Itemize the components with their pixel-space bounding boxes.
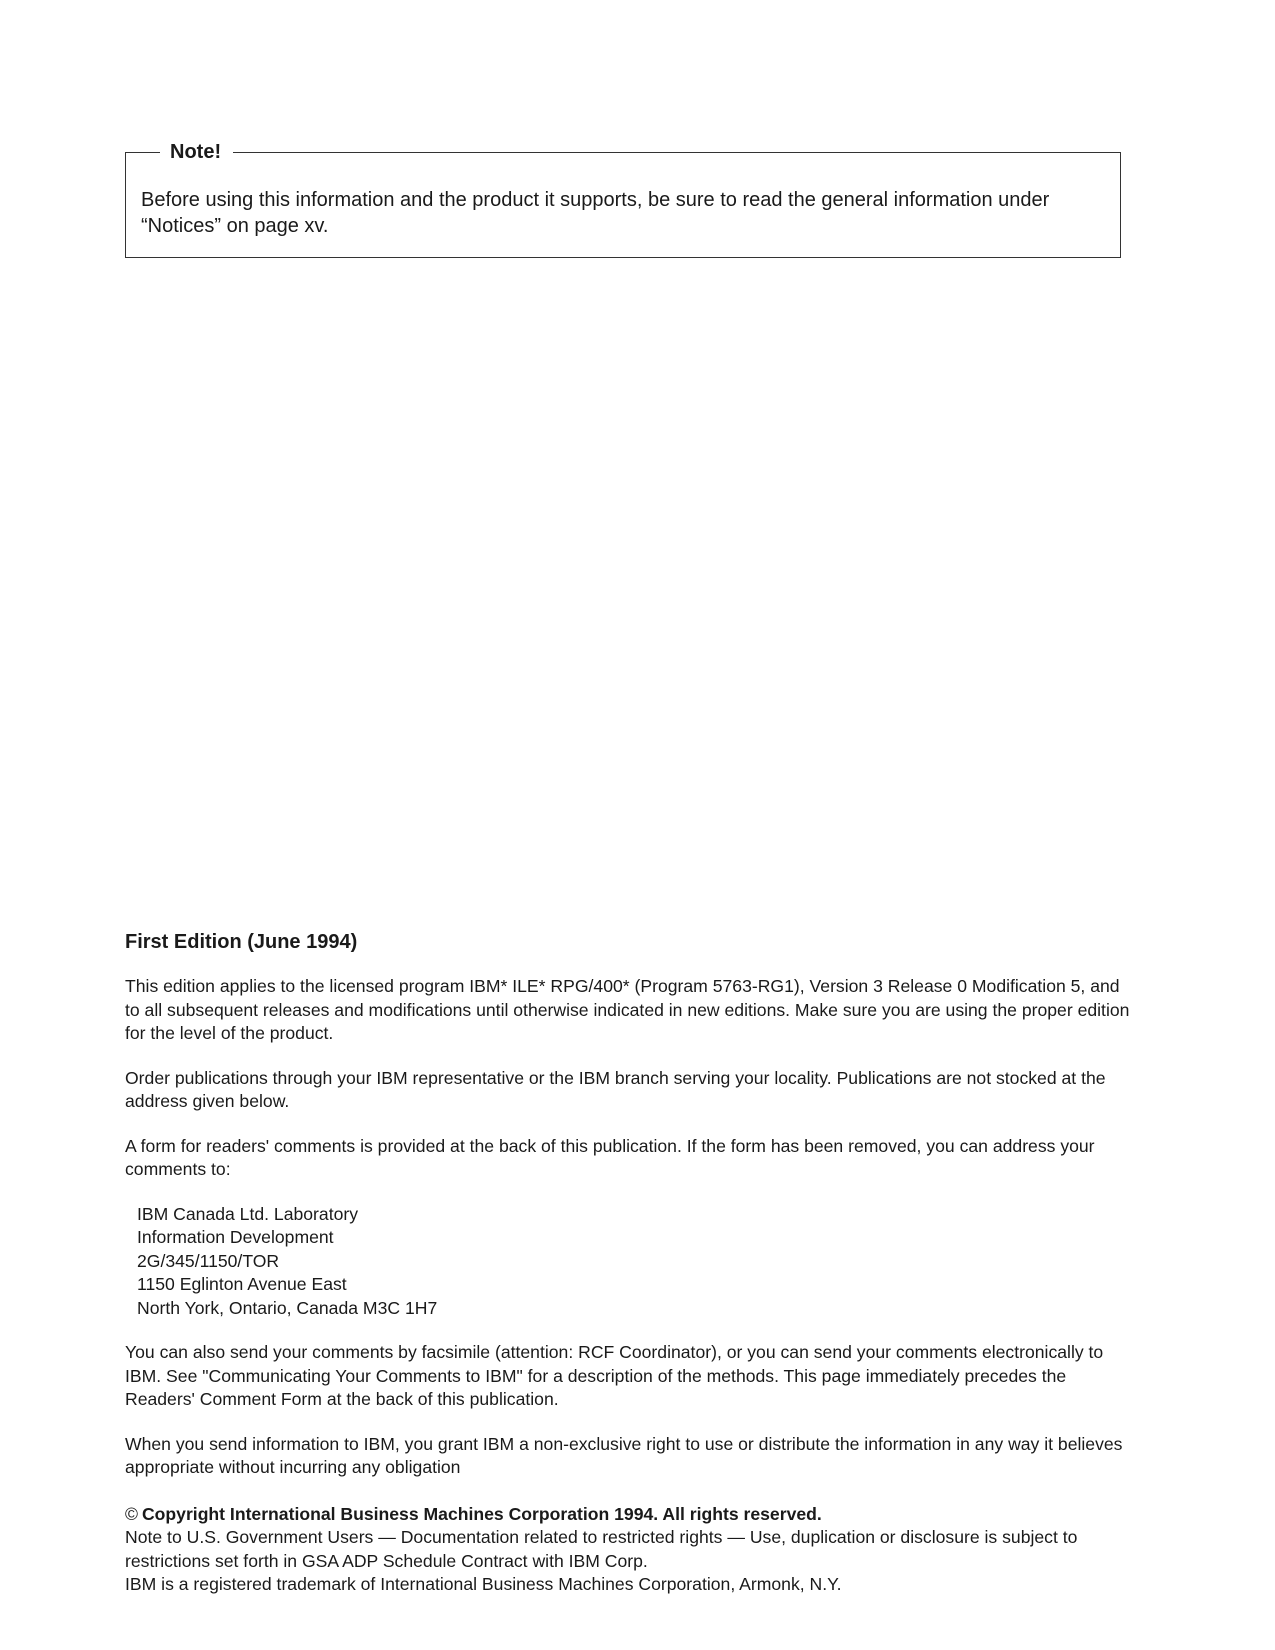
edition-paragraph-ordering: Order publications through your IBM representative or the IBM branch serving your locality. Publications are not stocked at the address given below.: [125, 1067, 1106, 1111]
copyright-symbol: ©: [125, 1503, 138, 1524]
edition-paragraph-facsimile: You can also send your comments by facsimile (attention: RCF Coordinator), or you can send your comments electronically to IBM. See "Communicating Your Comments to IBM" for a description of the methods. This page immediately precedes the Readers' Comment Form at the back of this publication.: [125, 1342, 1104, 1409]
copyright-text: Copyright International Business Machines Corporation 1994. All rights reserved.: [141, 1503, 822, 1524]
edition-paragraph-rights: When you send information to IBM, you grant IBM a non-exclusive right to use or distribute the information in any way it believes appropriate without incurring any obligation: [125, 1433, 1123, 1477]
note-body: Before using this information and the product it supports, be sure to read the general information under “Notices” on page xv.: [141, 189, 1050, 237]
address-line: IBM Canada Ltd. Laboratory: [137, 1203, 359, 1224]
edition-paragraph-applicability: This edition applies to the licensed program IBM* ILE* RPG/400* (Program 5763-RG1), Version 3 Release 0 Modification 5, and to all subsequent releases and modifications until otherwise indicated in new editions. Make sure you are using the proper edition for the level of the product.: [125, 976, 1130, 1043]
edition-paragraph-comments: A form for readers' comments is provided at the back of this publication. If the form has been removed, you can address your comments to:: [125, 1135, 1095, 1179]
government-users-note: Note to U.S. Government Users — Documentation related to restricted rights — Use, duplication or disclosure is subject to restrictions set forth in GSA ADP Schedule Contract with IBM Corp.: [125, 1527, 1078, 1571]
edition-notice: [125, 929, 1135, 1597]
address-line: Information Development: [137, 1227, 334, 1247]
address-line: 1150 Eglinton Avenue East: [137, 1274, 347, 1294]
note-box: [125, 141, 1121, 258]
address-line: 2G/345/1150/TOR: [137, 1250, 280, 1271]
mailing-address: [125, 1203, 1135, 1321]
edition-title: First Edition (June 1994): [125, 931, 358, 953]
copyright-block: [125, 1503, 1135, 1597]
copyright-statement: [125, 1503, 1135, 1527]
address-line: North York, Ontario, Canada M3C 1H7: [137, 1297, 438, 1318]
note-title: Note!: [160, 139, 233, 165]
trademark-note: IBM is a registered trademark of International Business Machines Corporation, Armonk, N.Y.: [125, 1574, 842, 1594]
